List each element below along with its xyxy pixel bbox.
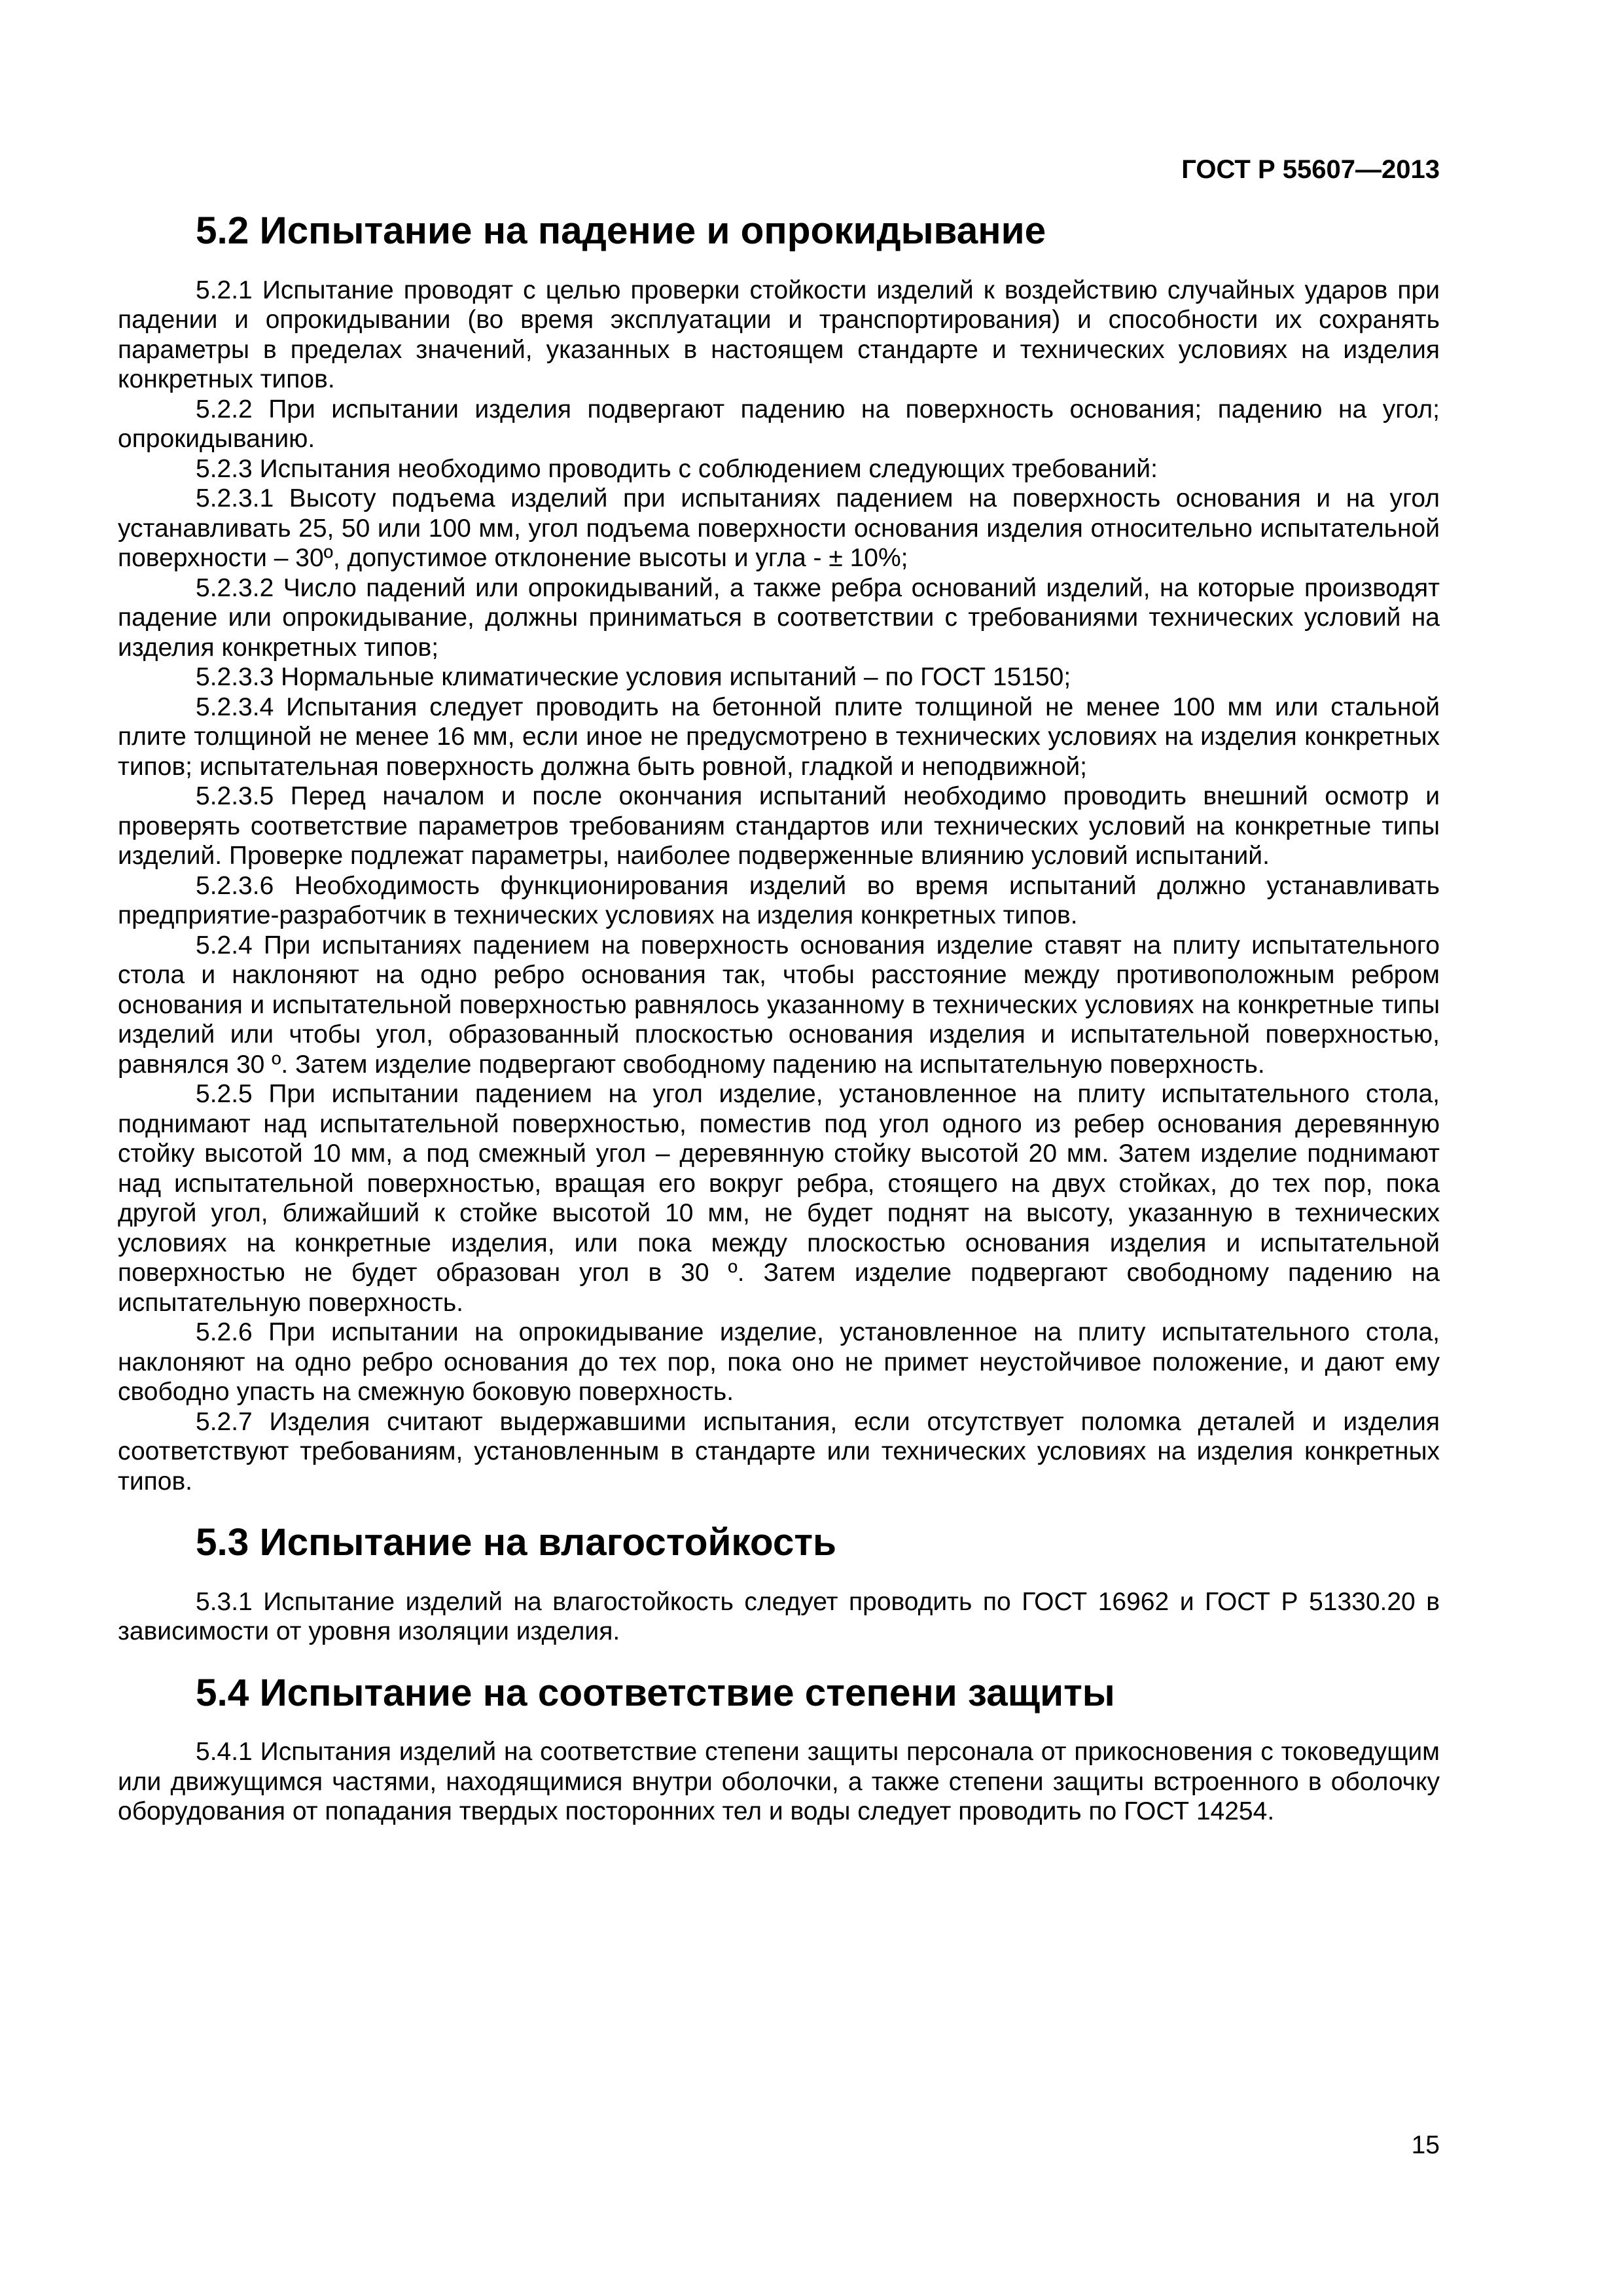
section-heading-5-2: 5.2 Испытание на падение и опрокидывание [196,209,1046,252]
paragraph-5-2-3-3: 5.2.3.3 Нормальные климатические условия испытаний – по ГОСТ 15150; [196,663,1071,691]
paragraph-5-2-3-4: 5.2.3.4 Испытания следует проводить на бетонной плите толщиной не менее 100 мм или стальной плите толщиной не менее 16 мм, если иное не предусмотрено в технических условиях на изделия конкретных типов; испытательная поверхность должна быть ровной, гладкой и неподвижной; [118,692,1440,781]
paragraph-5-2-6: 5.2.6 При испытании на опрокидывание изделие, установленное на плиту испытательного стола, наклоняют на одно ребро основания до тех пор, пока оно не примет неустойчивое положение, и дают ему свободно упасть на смежную боковую поверхность. [118,1318,1440,1406]
section-heading-5-3: 5.3 Испытание на влагостойкость [196,1521,837,1564]
paragraph-5-2-3-5: 5.2.3.5 Перед началом и после окончания испытаний необходимо проводить внешний осмотр и проверять соответствие параметров требованиям стандартов или технических условий на конкретные типы изделий. Проверке подлежат параметры, наиболее подверженные влиянию условий испытаний. [118,782,1440,870]
document-body [118,209,1440,1827]
paragraph-5-2-7: 5.2.7 Изделия считают выдержавшими испытания, если отсутствует поломка деталей и изделия соответствуют требованиям, установленным в стандарте или технических условиях на изделия конкретных типов. [118,1407,1440,1496]
paragraph-5-2-2: 5.2.2 При испытании изделия подвергают падению на поверхность основания; падению на угол; опрокидыванию. [118,395,1440,453]
paragraph-5-2-1: 5.2.1 Испытание проводят с целью проверки стойкости изделий к воздействию случайных ударов при падении и опрокидывании (во время эксплуатации и транспортирования) и способности их сохранять параметры в пределах значений, указанных в настоящем стандарте и технических условиях на изделия конкретных типов. [118,276,1440,393]
paragraph-5-2-5: 5.2.5 При испытании падением на угол изделие, установленное на плиту испытательного стола, поднимают над испытательной поверхностью, поместив под угол одного из ребер основания деревянную стойку высотой 10 мм, а под смежный угол – деревянную стойку высотой 20 мм. Затем изделие поднимают над испытательной поверхностью, вращая его вокруг ребра, стоящего на двух стойках, до тех пор, пока другой угол, ближайший к стойке высотой 10 мм, не будет поднят на высоту, указанную в технических условиях на конкретные изделия, или пока между плоскостью основания изделия и испытательной поверхностью не будет образован угол в 30 º. Затем изделие подвергают свободному падению на испытательную поверхность. [118,1080,1440,1317]
page-number: 15 [1411,2131,1440,2159]
paragraph-5-2-3-2: 5.2.3.2 Число падений или опрокидываний, а также ребра оснований изделий, на которые производят падение или опрокидывание, должны приниматься в соответствии с требованиями технических условий на изделия конкретных типов; [118,573,1440,662]
paragraph-5-4-1: 5.4.1 Испытания изделий на соответствие степени защиты персонала от прикосновения с токоведущим или движущимся частями, находящимися внутри оболочки, а также степени защиты встроенного в оболочку оборудования от попадания твердых посторонних тел и воды следует проводить по ГОСТ 14254. [118,1738,1440,1825]
document-code-header: ГОСТ Р 55607—2013 [1181,155,1440,184]
paragraph-5-2-3: 5.2.3 Испытания необходимо проводить с соблюдением следующих требований: [196,454,1158,483]
paragraph-5-2-4: 5.2.4 При испытаниях падением на поверхность основания изделие ставят на плиту испытательного стола и наклоняют на одно ребро основания так, чтобы расстояние между противоположным ребром основания и испытательной поверхностью равнялось указанному в технических условиях на конкретные типы изделий или чтобы угол, образованный плоскостью основания изделия и испытательной поверхностью, равнялся 30 º. Затем изделие подвергают свободному падению на испытательную поверхность. [118,931,1440,1079]
paragraph-5-2-3-1: 5.2.3.1 Высоту подъема изделий при испытаниях падением на поверхность основания и на угол устанавливать 25, 50 или 100 мм, угол подъема поверхности основания изделия относительно испытательной поверхности – 30º, допустимое отклонение высоты и угла - ± 10%; [118,484,1440,572]
paragraph-5-2-3-6: 5.2.3.6 Необходимость функционирования изделий во время испытаний должно устанавливать предприятие-разработчик в технических условиях на изделия конкретных типов. [118,871,1440,929]
paragraph-5-3-1: 5.3.1 Испытание изделий на влагостойкость следует проводить по ГОСТ 16962 и ГОСТ Р 51330.20 в зависимости от уровня изоляции изделия. [118,1587,1440,1645]
section-heading-5-4: 5.4 Испытание на соответствие степени защиты [196,1671,1115,1714]
